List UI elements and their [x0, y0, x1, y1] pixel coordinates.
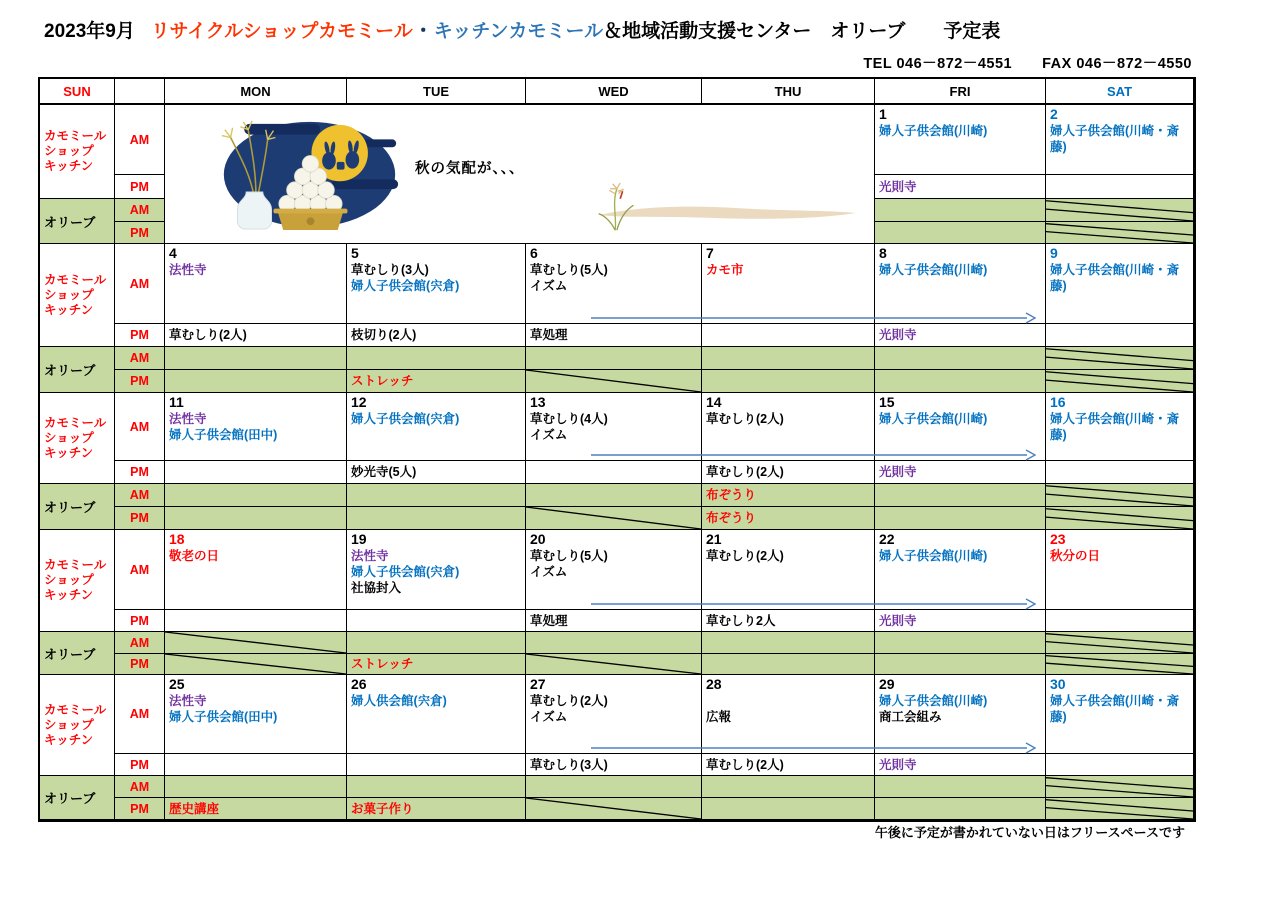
- diagonal-crossout: [1046, 654, 1193, 674]
- pm-cell-day-9: [1046, 324, 1194, 347]
- diagonal-crossout: [165, 632, 346, 653]
- am-cell-day-23: [1046, 530, 1194, 610]
- olive-am-cell-day-5: [347, 347, 526, 370]
- olive-am-cell-day-11: [165, 484, 347, 507]
- olive-pm-cell-day-13: [526, 507, 702, 530]
- pm-cell-day-21: [702, 610, 875, 632]
- pm-row-label: PM: [115, 461, 165, 484]
- event-text: 婦人子供会館(田中): [169, 428, 278, 442]
- olive-pm-cell-day-12: [347, 507, 526, 530]
- date-label: 7: [706, 245, 714, 261]
- olive-pm-cell-day-2: [1046, 222, 1194, 244]
- pm-cell-day-7: [702, 324, 875, 347]
- pm-cell-day-30: [1046, 754, 1194, 776]
- date-label: 27: [530, 676, 546, 692]
- olive-pm-cell-day-21: [702, 654, 875, 675]
- label-olive: オリーブ: [40, 776, 115, 820]
- pm-cell-day-5: [347, 324, 526, 347]
- pm-cell-day-2: [1046, 175, 1194, 199]
- label-kamomiru-shop-kitchen: カモミール ショップ キッチン: [40, 530, 115, 632]
- olive-pm-row-label: PM: [115, 507, 165, 530]
- olive-am-row-label: AM: [115, 632, 165, 654]
- event-text: 枝切り(2人): [351, 328, 417, 342]
- pm-cell-day-28: [702, 754, 875, 776]
- event-text: 法性寺: [169, 263, 207, 277]
- diagonal-crossout: [165, 654, 346, 674]
- olive-am-cell-day-8: [875, 347, 1046, 370]
- diagonal-crossout: [1046, 370, 1193, 392]
- date-label: 20: [530, 531, 546, 547]
- label-kamomiru-shop-kitchen: カモミール ショップ キッチン: [40, 105, 115, 199]
- olive-am-cell-day-25: [165, 776, 347, 798]
- olive-pm-cell-day-6: [526, 370, 702, 393]
- event-text: 草むしり(3人): [351, 263, 429, 277]
- title-shop-name: リサイクルショップカモミール: [150, 21, 413, 42]
- event-text: ストレッチ: [351, 374, 414, 388]
- olive-pm-row-label: PM: [115, 654, 165, 675]
- olive-pm-row-label: PM: [115, 798, 165, 820]
- event-text: 法性寺: [169, 694, 207, 708]
- olive-am-cell-day-13: [526, 484, 702, 507]
- event-text: 婦人子供会館(川崎・斎藤): [1050, 412, 1180, 442]
- olive-am-row-label: AM: [115, 776, 165, 798]
- am-row-label: AM: [115, 675, 165, 754]
- event-text: 広報: [706, 710, 732, 724]
- olive-am-cell-day-4: [165, 347, 347, 370]
- susuki-grass-icon: [592, 181, 650, 233]
- diagonal-crossout: [526, 798, 701, 819]
- olive-pm-row-label: PM: [115, 222, 165, 244]
- olive-pm-cell-day-16: [1046, 507, 1194, 530]
- am-cell-day-2: [1046, 105, 1194, 175]
- pm-cell-day-18: [165, 610, 347, 632]
- date-label: 1: [879, 106, 887, 122]
- am-cell-day-16: [1046, 393, 1194, 461]
- event-text: 商工会組み: [879, 710, 942, 724]
- event-text: 婦人子供会館(川崎): [879, 694, 988, 708]
- am-cell-day-8: [875, 244, 1046, 324]
- am-cell-day-12: [347, 393, 526, 461]
- date-label: 6: [530, 245, 538, 261]
- calendar-table: [38, 77, 1196, 822]
- event-text: 草処理: [530, 328, 568, 342]
- olive-pm-cell-day-4: [165, 370, 347, 393]
- pm-cell-day-22: [875, 610, 1046, 632]
- header-THU: THU: [702, 79, 875, 105]
- label-kamomiru-shop-kitchen: カモミール ショップ キッチン: [40, 675, 115, 776]
- pm-cell-day-23: [1046, 610, 1194, 632]
- event-text: 草むしり2人: [706, 613, 776, 628]
- olive-am-row-label: AM: [115, 484, 165, 507]
- title-separator-dot: ・: [413, 21, 433, 42]
- pm-row-label: PM: [115, 175, 165, 199]
- event-text: 布ぞうり: [706, 488, 757, 502]
- olive-pm-cell-day-19: [347, 654, 526, 675]
- event-text: 婦人子供会館(川崎・斎藤): [1050, 124, 1180, 154]
- pm-row-label: PM: [115, 754, 165, 776]
- event-text: 草処理: [530, 613, 568, 628]
- olive-am-cell-day-14: [702, 484, 875, 507]
- olive-pm-cell-day-11: [165, 507, 347, 530]
- am-cell-day-13: [526, 393, 702, 461]
- olive-pm-cell-day-25: [165, 798, 347, 820]
- diagonal-crossout: [1046, 347, 1193, 369]
- olive-am-cell-day-2: [1046, 199, 1194, 222]
- header-TUE: TUE: [347, 79, 526, 105]
- am-cell-day-19: [347, 530, 526, 610]
- olive-am-cell-day-9: [1046, 347, 1194, 370]
- header-SUN: SUN: [40, 79, 115, 105]
- diagonal-crossout: [1046, 199, 1193, 221]
- pm-row-label: PM: [115, 610, 165, 632]
- label-olive: オリーブ: [40, 199, 115, 244]
- date-label: 30: [1050, 676, 1066, 692]
- event-text: お菓子作り: [351, 801, 414, 816]
- date-label: 2: [1050, 106, 1058, 122]
- event-text: 婦人子供会館(宍倉): [351, 279, 460, 293]
- date-label: 9: [1050, 245, 1058, 261]
- event-text: イズム: [530, 565, 568, 579]
- olive-pm-cell-day-1: [875, 222, 1046, 244]
- diagonal-crossout: [526, 654, 701, 674]
- event-text: 社協封入: [351, 581, 402, 595]
- am-cell-day-11: [165, 393, 347, 461]
- event-text: イズム: [530, 428, 568, 442]
- olive-pm-cell-day-15: [875, 507, 1046, 530]
- label-kamomiru-shop-kitchen: カモミール ショップ キッチン: [40, 393, 115, 484]
- pm-cell-day-15: [875, 461, 1046, 484]
- event-text: 布ぞうり: [706, 511, 757, 525]
- date-label: 19: [351, 531, 367, 547]
- pm-cell-day-29: [875, 754, 1046, 776]
- event-text: 草むしり(3人): [530, 757, 608, 772]
- date-label: 12: [351, 394, 367, 410]
- am-cell-day-27: [526, 675, 702, 754]
- am-cell-day-5: [347, 244, 526, 324]
- event-text: 婦人子供会館(川崎): [879, 263, 988, 277]
- event-text: 敬老の日: [169, 549, 220, 563]
- pm-cell-day-25: [165, 754, 347, 776]
- am-cell-day-28: [702, 675, 875, 754]
- am-cell-day-1: [875, 105, 1046, 175]
- pm-cell-day-6: [526, 324, 702, 347]
- event-text: 光則寺: [879, 465, 917, 479]
- olive-am-cell-day-12: [347, 484, 526, 507]
- diagonal-crossout: [1046, 776, 1193, 797]
- olive-am-cell-day-29: [875, 776, 1046, 798]
- date-label: 21: [706, 531, 722, 547]
- olive-am-row-label: AM: [115, 347, 165, 370]
- pm-cell-day-19: [347, 610, 526, 632]
- date-label: 8: [879, 245, 887, 261]
- am-cell-day-20: [526, 530, 702, 610]
- am-cell-day-21: [702, 530, 875, 610]
- am-cell-day-18: [165, 530, 347, 610]
- label-olive: オリーブ: [40, 347, 115, 393]
- event-text: 妙光寺(5人): [351, 465, 417, 479]
- olive-am-cell-day-21: [702, 632, 875, 654]
- olive-pm-cell-day-7: [702, 370, 875, 393]
- event-text: 歴史講座: [169, 801, 220, 816]
- autumn-note-text: 秋の気配が、、、: [415, 161, 525, 177]
- event-text: イズム: [530, 279, 568, 293]
- title-suffix: ＆地域活動支援センター オリーブ 予定表: [603, 21, 1001, 42]
- pm-cell-day-12: [347, 461, 526, 484]
- title-kitchen-name: キッチンカモミール: [433, 21, 604, 42]
- tsukimi-illustration: [217, 117, 402, 231]
- am-cell-day-6: [526, 244, 702, 324]
- event-text: 婦人子供会館(川崎・斎藤): [1050, 263, 1180, 293]
- event-text: 光則寺: [879, 757, 917, 772]
- olive-am-cell-day-23: [1046, 632, 1194, 654]
- olive-pm-cell-day-26: [347, 798, 526, 820]
- tsukimi-picture-cell: [165, 105, 875, 244]
- event-text: 光則寺: [879, 179, 917, 194]
- pm-cell-day-11: [165, 461, 347, 484]
- event-text: 草むしり(4人): [530, 412, 608, 426]
- date-label: 26: [351, 676, 367, 692]
- header-blank: [115, 79, 165, 105]
- am-row-label: AM: [115, 393, 165, 461]
- pm-cell-day-26: [347, 754, 526, 776]
- date-label: 14: [706, 394, 722, 410]
- olive-pm-cell-day-27: [526, 798, 702, 820]
- olive-pm-cell-day-18: [165, 654, 347, 675]
- pm-cell-day-8: [875, 324, 1046, 347]
- olive-am-cell-day-7: [702, 347, 875, 370]
- olive-am-cell-day-22: [875, 632, 1046, 654]
- olive-am-cell-day-15: [875, 484, 1046, 507]
- event-text: 草むしり(2人): [706, 757, 784, 772]
- am-cell-day-25: [165, 675, 347, 754]
- header-WED: WED: [526, 79, 702, 105]
- pm-cell-day-13: [526, 461, 702, 484]
- event-text: 光則寺: [879, 328, 917, 342]
- olive-am-cell-day-30: [1046, 776, 1194, 798]
- olive-pm-cell-day-23: [1046, 654, 1194, 675]
- olive-am-cell-day-28: [702, 776, 875, 798]
- diagonal-crossout: [526, 370, 701, 392]
- date-label: 11: [169, 394, 184, 410]
- event-text: イズム: [530, 710, 568, 724]
- olive-am-row-label: AM: [115, 199, 165, 222]
- event-text: 草むしり(5人): [530, 263, 608, 277]
- diagonal-crossout: [1046, 484, 1193, 506]
- am-cell-day-29: [875, 675, 1046, 754]
- event-text: 法性寺: [169, 412, 207, 426]
- label-olive: オリーブ: [40, 484, 115, 530]
- olive-pm-cell-day-30: [1046, 798, 1194, 820]
- event-text: 草むしり(2人): [706, 465, 784, 479]
- pm-cell-day-27: [526, 754, 702, 776]
- header-SAT: SAT: [1046, 79, 1194, 105]
- date-label: 5: [351, 245, 359, 261]
- event-text: 婦人子供会館(川崎): [879, 412, 988, 426]
- am-cell-day-9: [1046, 244, 1194, 324]
- diagonal-crossout: [1046, 798, 1193, 819]
- label-olive: オリーブ: [40, 632, 115, 675]
- am-cell-day-30: [1046, 675, 1194, 754]
- diagonal-crossout: [1046, 507, 1193, 529]
- event-text: 婦人子供会館(田中): [169, 710, 278, 724]
- olive-am-cell-day-26: [347, 776, 526, 798]
- pm-cell-day-4: [165, 324, 347, 347]
- diagonal-crossout: [526, 507, 701, 529]
- event-text: 婦人子供会館(宍倉): [351, 412, 460, 426]
- olive-pm-cell-day-29: [875, 798, 1046, 820]
- title-month: 2023年9月: [44, 21, 135, 42]
- pm-cell-day-20: [526, 610, 702, 632]
- pm-cell-day-16: [1046, 461, 1194, 484]
- header-MON: MON: [165, 79, 347, 105]
- event-text: 秋分の日: [1050, 549, 1101, 563]
- date-label: 4: [169, 245, 177, 261]
- date-label: 13: [530, 394, 546, 410]
- olive-am-cell-day-19: [347, 632, 526, 654]
- am-cell-day-4: [165, 244, 347, 324]
- olive-am-cell-day-27: [526, 776, 702, 798]
- pm-cell-day-14: [702, 461, 875, 484]
- olive-pm-cell-day-9: [1046, 370, 1194, 393]
- event-text: 婦人子供会館(川崎): [879, 124, 988, 138]
- olive-am-cell-day-1: [875, 199, 1046, 222]
- diagonal-crossout: [1046, 222, 1193, 243]
- am-row-label: AM: [115, 105, 165, 175]
- header-FRI: FRI: [875, 79, 1046, 105]
- event-text: ストレッチ: [351, 657, 414, 671]
- page-title: [44, 16, 1000, 43]
- event-text: 婦人子供会館(川崎・斎藤): [1050, 694, 1180, 724]
- date-label: 18: [169, 531, 185, 547]
- date-label: 22: [879, 531, 895, 547]
- event-text: 婦人子供会館(川崎): [879, 549, 988, 563]
- event-text: 草むしり(2人): [530, 694, 608, 708]
- event-text: 婦人子供会館(宍倉): [351, 565, 460, 579]
- olive-am-cell-day-16: [1046, 484, 1194, 507]
- event-text: 草むしり(5人): [530, 549, 608, 563]
- am-cell-day-15: [875, 393, 1046, 461]
- am-cell-day-26: [347, 675, 526, 754]
- am-row-label: AM: [115, 244, 165, 324]
- olive-am-cell-day-6: [526, 347, 702, 370]
- date-label: 29: [879, 676, 895, 692]
- date-label: 23: [1050, 531, 1066, 547]
- olive-am-cell-day-20: [526, 632, 702, 654]
- pm-row-label: PM: [115, 324, 165, 347]
- event-text: 草むしり(2人): [706, 549, 784, 563]
- event-text: 草むしり(2人): [169, 328, 247, 342]
- event-text: カモ市: [706, 263, 744, 277]
- event-text: 光則寺: [879, 613, 917, 628]
- event-text: 草むしり(2人): [706, 412, 784, 426]
- event-text: 法性寺: [351, 549, 389, 563]
- olive-pm-cell-day-22: [875, 654, 1046, 675]
- olive-pm-cell-day-8: [875, 370, 1046, 393]
- olive-pm-cell-day-5: [347, 370, 526, 393]
- olive-am-cell-day-18: [165, 632, 347, 654]
- am-cell-day-14: [702, 393, 875, 461]
- diagonal-crossout: [1046, 632, 1193, 653]
- date-label: 28: [706, 676, 722, 692]
- olive-pm-cell-day-20: [526, 654, 702, 675]
- pm-cell-day-1: [875, 175, 1046, 199]
- event-text: 婦人供会館(宍倉): [351, 694, 447, 708]
- date-label: 25: [169, 676, 185, 692]
- am-cell-day-7: [702, 244, 875, 324]
- olive-pm-cell-day-28: [702, 798, 875, 820]
- olive-pm-row-label: PM: [115, 370, 165, 393]
- date-label: 15: [879, 394, 895, 410]
- footer-note: 午後に予定が書かれていない日はフリースペースです: [874, 825, 1185, 840]
- olive-pm-cell-day-14: [702, 507, 875, 530]
- am-row-label: AM: [115, 530, 165, 610]
- date-label: 16: [1050, 394, 1066, 410]
- label-kamomiru-shop-kitchen: カモミール ショップ キッチン: [40, 244, 115, 347]
- am-cell-day-22: [875, 530, 1046, 610]
- contact-line: TEL 046－872－4551 FAX 046－872－4550: [863, 56, 1192, 72]
